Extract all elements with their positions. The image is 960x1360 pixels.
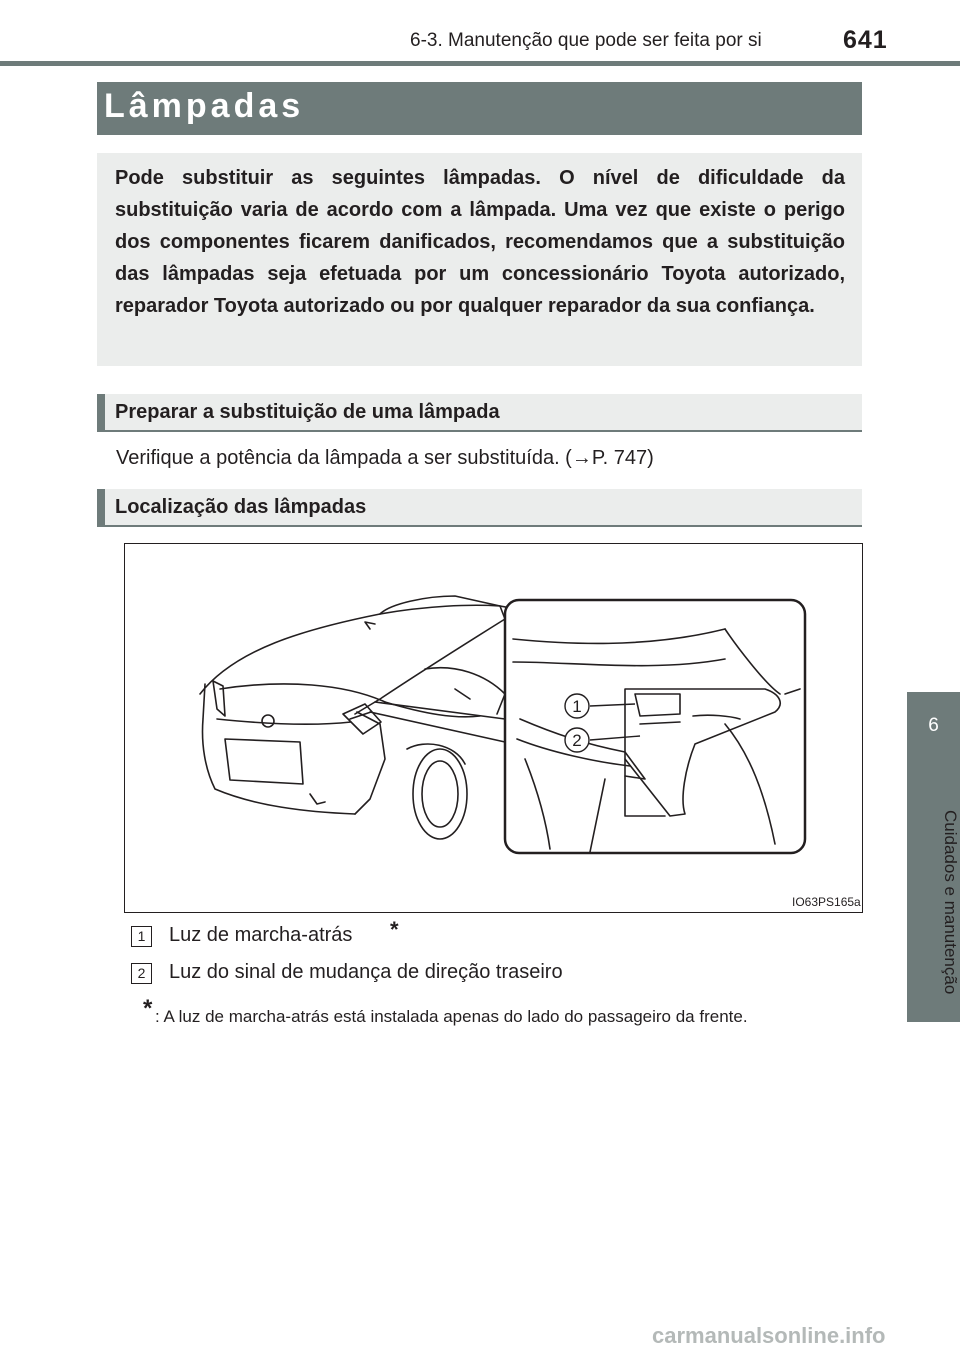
running-header-section: 6-3. Manutenção que pode ser feita por si [410,30,762,51]
intro-paragraph: Pode substituir as seguintes lâmpadas. O nível de dificuldade da substituição varia de acordo com a lâmpada. Uma vez que existe o perigo dos componentes ficarem danificados, recomendamos que a substituição das lâmpadas seja efetuada por um concessionário Toyota autorizado, reparador Toyota autorizado ou por qualquer reparador da sua confiança. [115,167,845,317]
legend-number-2: 2 [131,963,152,984]
car-rear-drawing [125,544,862,912]
legend-asterisk: * [390,917,399,942]
subheading-prepare-replacement: Preparar a substituição de uma lâmpada [115,401,500,423]
legend-text-rear-turn-signal: Luz do sinal de mudança de direção traseiro [169,961,563,983]
subheading-marker [97,489,105,527]
watermark: carmanualsonline.info [652,1323,886,1348]
legend-text-reverse-light: Luz de marcha-atrás [169,924,353,946]
subheading-marker [97,394,105,432]
page-number: 641 [843,26,888,54]
chapter-number: 6 [928,715,939,736]
subheading-bulb-locations: Localização das lâmpadas [115,496,367,518]
page-title: Lâmpadas [104,87,305,125]
callout-1: 1 [572,697,582,716]
chapter-label: Cuidados e manutenção [941,809,960,995]
legend-number-1: 1 [131,926,152,947]
callout-2: 2 [572,731,582,750]
footnote-text: : A luz de marcha-atrás está instalada apenas do lado do passageiro da frente. [155,1007,748,1026]
header-divider [0,61,960,66]
rear-lamp-illustration [124,543,863,913]
body-text-check-wattage: Verifique a potência da lâmpada a ser substituída. (→P. 747) [116,447,654,469]
figure-code: IO63PS165a [792,895,861,909]
footnote-asterisk: * [143,995,153,1022]
